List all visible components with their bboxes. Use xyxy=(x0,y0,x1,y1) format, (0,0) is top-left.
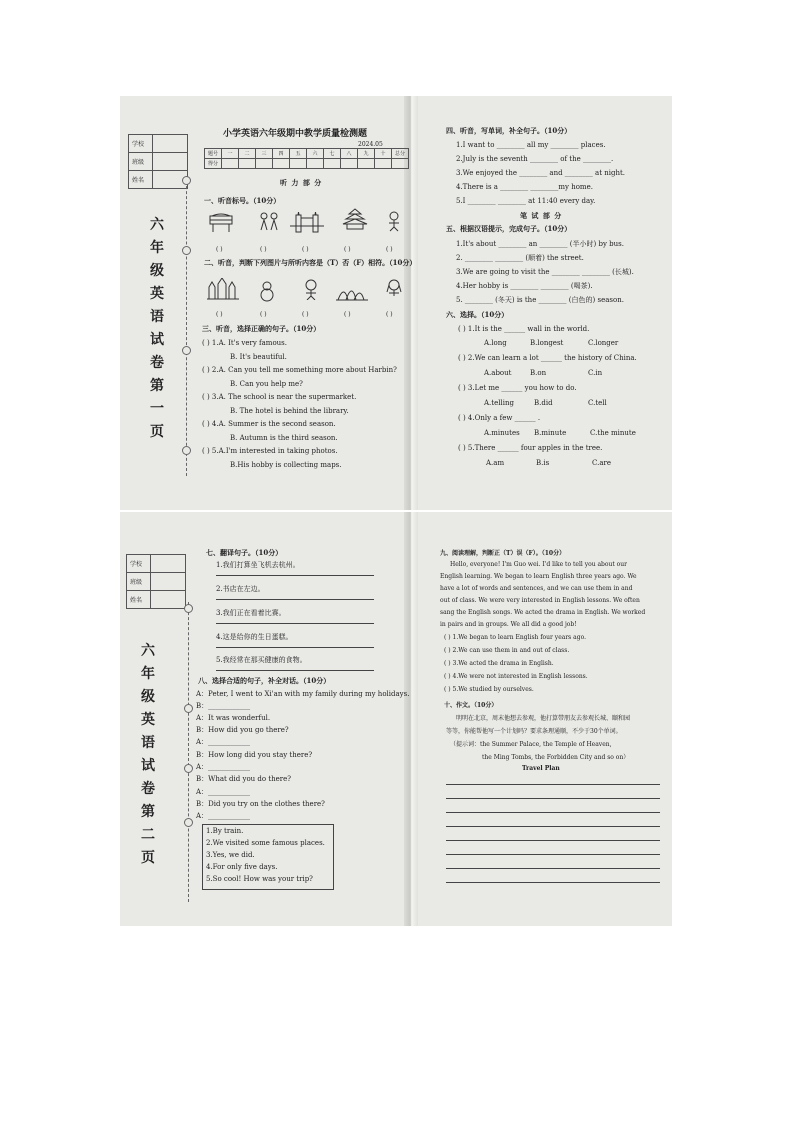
essay-line[interactable] xyxy=(446,882,660,883)
answer-line[interactable] xyxy=(216,623,374,624)
opera-house-picture xyxy=(336,280,368,302)
binding-hole xyxy=(184,764,193,773)
info-label-school: 学校 xyxy=(127,555,151,572)
choice-option: C.in xyxy=(588,369,603,377)
listening-heading: 听 力 部 分 xyxy=(280,178,323,187)
fill-in-line[interactable]: 3.We enjoyed the ________ and ________ at night. xyxy=(456,169,626,177)
essay-line[interactable] xyxy=(446,784,660,785)
passage-line: sang the English songs. We acted the drama in English. We worked xyxy=(440,609,646,616)
passage-line: English learning. We began to learn English three years ago. We xyxy=(440,573,637,580)
choice-question: ( ) 5.There ______ four apples in the tree. xyxy=(458,444,603,452)
info-label-class: 班级 xyxy=(127,573,151,590)
dialogue-option: 1.By train. xyxy=(206,827,244,835)
binding-hole xyxy=(182,246,191,255)
essay-line[interactable] xyxy=(446,826,660,827)
choice-option: A.minutes xyxy=(484,429,520,437)
binding-hole xyxy=(182,346,191,355)
temple-of-heaven-picture xyxy=(342,208,368,230)
answer-bracket[interactable]: ( ) xyxy=(216,311,223,318)
fill-in-line[interactable]: 3.We are going to visit the ________ ________ (长城). xyxy=(456,268,634,276)
question-option-a: ( ) 4.A. Summer is the second season. xyxy=(202,420,336,428)
dialogue-line: A：Peter, I went to Xi'an with my family during my holidays. xyxy=(196,690,410,698)
fill-in-line[interactable]: 2. ________ ________ (顺着) the street. xyxy=(456,254,584,262)
choice-question: ( ) 3.Let me ______ you how to do. xyxy=(458,384,577,392)
translate-item: 3.我们正在看着比赛。 xyxy=(216,609,286,617)
essay-line[interactable] xyxy=(446,868,660,869)
true-false-item[interactable]: ( ) 5.We studied by ourselves. xyxy=(444,686,534,693)
seal-line xyxy=(188,602,189,902)
info-label-name: 姓名 xyxy=(127,591,151,608)
section-2-heading: 二、听音，判断下列图片与所听内容是（T）否（F）相符。（10分） xyxy=(204,258,417,267)
section-9-heading: 九、阅读理解，判断正（T）误（F）。（10分） xyxy=(440,550,566,557)
fill-in-line[interactable]: 5. ________ (冬天) is the ________ (白色的) season. xyxy=(456,296,624,304)
choice-option: C.the minute xyxy=(590,429,636,437)
essay-line[interactable] xyxy=(446,840,660,841)
choice-option: C.are xyxy=(592,459,611,467)
answer-bracket[interactable]: ( ) xyxy=(386,246,393,253)
fill-in-line[interactable]: 5.I ________ ________ at 11:40 every day. xyxy=(456,197,596,205)
answer-bracket[interactable]: ( ) xyxy=(302,246,309,253)
people-picture xyxy=(256,210,282,232)
passage-line: Hello, everyone! I'm Guo wei. I'd like to tell you about our xyxy=(450,561,628,568)
true-false-item[interactable]: ( ) 2.We can use them in and out of class. xyxy=(444,647,570,654)
section-10-heading: 十、作文。（10分） xyxy=(444,702,498,709)
choice-option: B.minute xyxy=(534,429,567,437)
score-table: 题号 一 二 三 四 五 六 七 八 九 十 总分 得分 xyxy=(204,148,409,169)
choice-option: C.tell xyxy=(588,399,607,407)
dialogue-line: B：How long did you stay there? xyxy=(196,751,313,759)
choice-option: B.did xyxy=(534,399,553,407)
answer-line[interactable] xyxy=(216,647,374,648)
essay-prompt-line: 明明在北京，周末他想去参观，他打算带朋友去参观长城、颐和园 xyxy=(456,715,631,722)
translate-item: 4.这是给你的生日蛋糕。 xyxy=(216,633,293,641)
castle-picture xyxy=(206,278,240,300)
info-label-class: 班级 xyxy=(129,153,153,170)
essay-hint-line: （提示词：the Summer Palace, the Temple of Heaven, xyxy=(450,741,612,748)
dialogue-line: B：How did you go there? xyxy=(196,726,289,734)
exam-title: 小学英语六年级期中教学质量检测题 xyxy=(223,129,368,139)
question-option-a: ( ) 2.A. Can you tell me something more about Harbin? xyxy=(202,366,397,374)
child-picture xyxy=(382,210,408,232)
essay-line[interactable] xyxy=(446,798,660,799)
section-6-heading: 六、选择。（10分） xyxy=(446,310,509,319)
info-field-class[interactable] xyxy=(153,153,187,170)
true-false-item[interactable]: ( ) 3.We acted the drama in English. xyxy=(444,660,554,667)
question-option-b: B.His hobby is collecting maps. xyxy=(230,461,342,469)
fill-in-line[interactable]: 1.It's about ________ an ________ (半小时) by bus. xyxy=(456,240,624,248)
dialogue-blank[interactable]: B：____________ xyxy=(196,702,251,710)
section-5-heading: 五、根据汉语提示，完成句子。（10分） xyxy=(446,224,572,233)
choice-option: A.am xyxy=(486,459,505,467)
translate-item: 1.我们打算坐飞机去杭州。 xyxy=(216,561,300,569)
answer-bracket[interactable]: ( ) xyxy=(386,311,393,318)
choice-question: ( ) 2.We can learn a lot ______ the history of China. xyxy=(458,354,637,362)
section-3-heading: 三、听音，选择正确的句子。（10分） xyxy=(202,324,321,333)
dialogue-line: B：Did you try on the clothes there? xyxy=(196,800,325,808)
binding-hole xyxy=(182,446,191,455)
choice-option: C.longer xyxy=(588,339,619,347)
answer-bracket[interactable]: ( ) xyxy=(216,246,223,253)
student-info-box xyxy=(128,134,188,189)
info-label-school: 学校 xyxy=(129,135,153,152)
dialogue-line: A：It was wonderful. xyxy=(196,714,271,722)
side-page-title: 六 年 级 英 语 试 卷 第 二 页 xyxy=(141,643,155,866)
dialogue-blank[interactable]: A：____________ xyxy=(196,788,251,796)
dialogue-blank[interactable]: A：____________ xyxy=(196,812,251,820)
choice-option: B.is xyxy=(536,459,550,467)
binding-hole xyxy=(184,704,193,713)
translate-item: 5.我经常在那买健康的食物。 xyxy=(216,656,307,664)
fill-in-line[interactable]: 4.There is a ________ ________my home. xyxy=(456,183,593,191)
answer-line[interactable] xyxy=(216,670,374,671)
choice-question: ( ) 1.It is the ______ wall in the world. xyxy=(458,325,590,333)
page-fold xyxy=(404,512,418,926)
answer-bracket[interactable]: ( ) xyxy=(344,311,351,318)
dialogue-option: 3.Yes, we did. xyxy=(206,851,255,859)
choice-option: A.about xyxy=(484,369,512,377)
info-field-school[interactable] xyxy=(151,555,185,572)
answer-line[interactable] xyxy=(216,599,374,600)
answer-bracket[interactable]: ( ) xyxy=(302,311,309,318)
choice-option: B.on xyxy=(530,369,547,377)
true-false-item[interactable]: ( ) 4.We were not interested in English lessons. xyxy=(444,673,588,680)
dialogue-option: 4.For only five days. xyxy=(206,863,278,871)
choice-question: ( ) 4.Only a few ______ . xyxy=(458,414,541,422)
question-option-b: B. It's beautiful. xyxy=(230,353,287,361)
essay-prompt-line: 等等，你能帮他写一个计划吗？要求条理通顺，不少于30个单词。 xyxy=(446,728,622,735)
essay-line[interactable] xyxy=(446,812,660,813)
boy-picture xyxy=(298,278,324,300)
exam-sheet-page-1 xyxy=(120,96,672,510)
passage-line: out of class. We were very interested in English lessons. We often xyxy=(440,597,640,604)
fill-in-line[interactable]: 2.July is the seventh ________ of the ________. xyxy=(456,155,614,163)
true-false-item[interactable]: ( ) 1.We began to learn English four years ago. xyxy=(444,634,587,641)
choice-option: A.long xyxy=(484,339,507,347)
dialogue-blank[interactable]: A：____________ xyxy=(196,738,251,746)
section-4-heading: 四、听音，写单词，补全句子。（10分） xyxy=(446,126,572,135)
info-field-school[interactable] xyxy=(153,135,187,152)
binding-hole xyxy=(184,818,193,827)
info-field-name[interactable] xyxy=(151,591,185,608)
tower-bridge-picture xyxy=(290,212,324,234)
answer-bracket[interactable]: ( ) xyxy=(344,246,351,253)
info-field-class[interactable] xyxy=(151,573,185,590)
side-page-title: 六 年 级 英 语 试 卷 第 一 页 xyxy=(150,217,164,440)
passage-line: in pairs and in groups. We all did a good job! xyxy=(440,621,577,628)
answer-bracket[interactable]: ( ) xyxy=(260,311,267,318)
choice-option: B.longest xyxy=(530,339,564,347)
question-option-a: ( ) 3.A. The school is near the supermarket. xyxy=(202,393,357,401)
exam-sheet-page-2 xyxy=(120,512,672,926)
section-1-heading: 一、听音标号。（10分） xyxy=(204,196,281,205)
binding-hole xyxy=(184,604,193,613)
fill-in-line[interactable]: 1.I want to ________ all my ________ places. xyxy=(456,141,606,149)
section-7-heading: 七、翻译句子。（10分） xyxy=(206,548,283,557)
answer-line[interactable] xyxy=(216,575,374,576)
dialogue-option: 5.So cool! How was your trip? xyxy=(206,875,313,883)
binding-hole xyxy=(182,176,191,185)
choice-option: A.telling xyxy=(484,399,514,407)
seal-line xyxy=(186,176,187,476)
question-option-b: B. Can you help me? xyxy=(230,380,303,388)
written-heading: 笔 试 部 分 xyxy=(520,211,563,220)
passage-line: have a lot of words and sentences, and we can use them in and xyxy=(440,585,633,592)
snowman-picture xyxy=(254,280,280,302)
answer-bracket[interactable]: ( ) xyxy=(260,246,267,253)
girl-drawing-picture xyxy=(382,278,408,300)
section-8-heading: 八、选择合适的句子，补全对话。（10分） xyxy=(198,676,331,685)
translate-item: 2.书店在左边。 xyxy=(216,585,265,593)
question-option-b: B. The hotel is behind the library. xyxy=(230,407,349,415)
essay-title: Travel Plan xyxy=(522,765,560,772)
piano-picture xyxy=(208,212,234,234)
exam-date: 2024.05 xyxy=(358,141,383,148)
dialogue-option: 2.We visited some famous places. xyxy=(206,839,325,847)
info-label-name: 姓名 xyxy=(129,171,153,188)
dialogue-blank[interactable]: A：____________ xyxy=(196,763,251,771)
question-option-a: ( ) 1.A. It's very famous. xyxy=(202,339,287,347)
dialogue-line: B：What did you do there? xyxy=(196,775,292,783)
essay-hint-line: the Ming Tombs, the Forbidden City and so on） xyxy=(482,754,630,761)
fill-in-line[interactable]: 4.Her hobby is ________ ________ (喝茶). xyxy=(456,282,593,290)
question-option-b: B. Autumn is the third season. xyxy=(230,434,338,442)
student-info-box xyxy=(126,554,186,609)
question-option-a: ( ) 5.A.I'm interested in taking photos. xyxy=(202,447,338,455)
essay-line[interactable] xyxy=(446,854,660,855)
